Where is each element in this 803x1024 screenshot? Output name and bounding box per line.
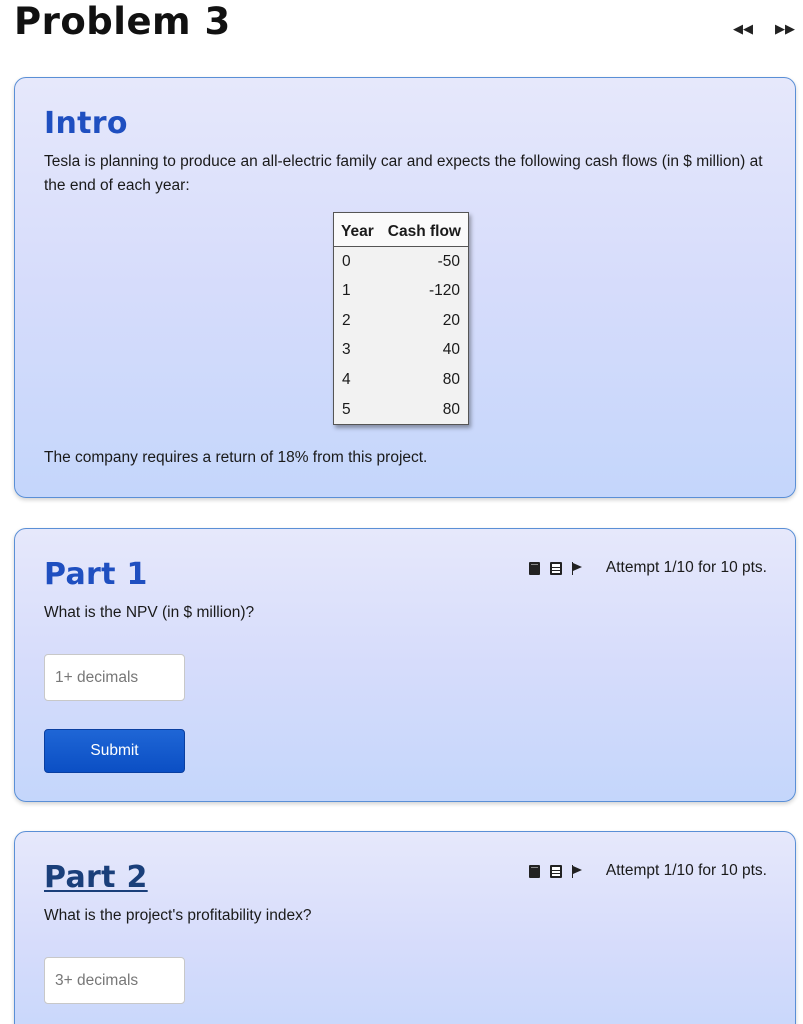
part1-attempt-bar — [529, 559, 767, 577]
table-row — [334, 306, 469, 336]
table-row — [334, 247, 469, 277]
table-row — [334, 395, 469, 425]
part2-attempt-text: Attempt 1/10 for 10 pts. — [605, 862, 767, 879]
submit-button[interactable]: Submit — [44, 729, 185, 773]
header-cash-flow: Cash flow — [381, 213, 469, 247]
year-cell: 1 — [342, 282, 351, 300]
book-icon[interactable] — [529, 865, 540, 878]
intro-description: Tesla is planning to produce an all-electric family car and expects the following cash flows (in $ million) at the end of each year: — [44, 153, 763, 194]
cash-flow-table — [333, 212, 469, 425]
part2-attempt-bar — [529, 862, 767, 880]
part1-card — [14, 528, 796, 802]
year-cell: 0 — [342, 252, 351, 270]
intro-card — [14, 77, 796, 498]
table-header-row — [334, 213, 469, 247]
year-cell: 2 — [342, 311, 351, 329]
part2-heading[interactable]: Part 2 — [44, 860, 148, 895]
part1-question: What is the NPV (in $ million)? — [44, 604, 255, 621]
table-row — [334, 336, 469, 366]
flag-icon[interactable] — [572, 865, 584, 878]
intro-heading: Intro — [44, 106, 128, 141]
cash-flow-cell: -50 — [437, 252, 460, 270]
cash-flow-cell: 40 — [442, 341, 460, 359]
problem-nav — [733, 22, 795, 35]
part2-answer-input[interactable] — [44, 957, 185, 1004]
cash-flow-cell: -120 — [428, 282, 460, 300]
book-icon[interactable] — [529, 562, 540, 575]
part1-attempt-text: Attempt 1/10 for 10 pts. — [605, 559, 767, 576]
part2-card — [14, 831, 796, 1024]
film-icon[interactable] — [550, 865, 562, 878]
year-cell: 3 — [342, 341, 351, 359]
table-row — [334, 365, 469, 395]
prev-icon[interactable]: ◀◀ — [733, 21, 753, 36]
part2-question: What is the project's profitability index? — [44, 907, 312, 924]
cash-flow-cell: 80 — [442, 371, 460, 389]
part1-answer-input[interactable] — [44, 654, 185, 701]
next-icon[interactable]: ▶▶ — [775, 21, 795, 36]
table-row — [334, 276, 469, 306]
flag-icon[interactable] — [572, 562, 584, 575]
part1-heading: Part 1 — [44, 557, 148, 592]
cash-flow-cell: 20 — [442, 311, 460, 329]
year-cell: 5 — [342, 400, 351, 418]
film-icon[interactable] — [550, 562, 562, 575]
header-year: Year — [334, 213, 381, 247]
page-title: Problem 3 — [14, 0, 231, 43]
year-cell: 4 — [342, 371, 351, 389]
cash-flow-cell: 80 — [442, 400, 460, 418]
intro-requirement: The company requires a return of 18% from this project. — [44, 449, 428, 466]
